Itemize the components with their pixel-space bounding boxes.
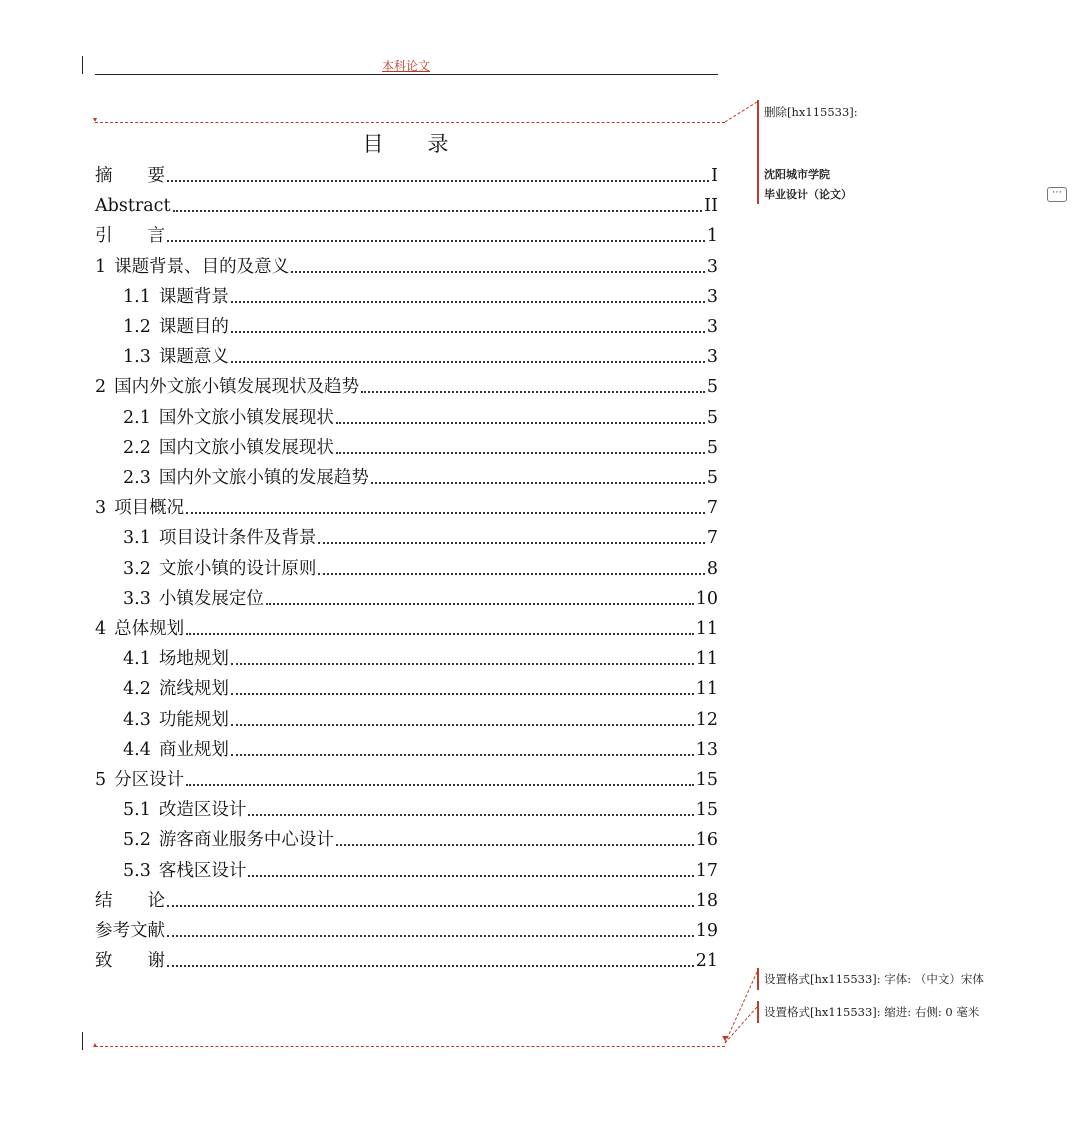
toc-entry-label <box>123 407 334 429</box>
toc-entry-number: 4.4 <box>123 739 151 760</box>
toc-entry-number: 5.1 <box>123 800 151 821</box>
toc-entry-text: 功能规划 <box>158 709 229 730</box>
toc-page-number: 15 <box>695 770 718 790</box>
toc-entry-text: 国外文旅小镇发展现状 <box>158 407 334 428</box>
toc-leader-dots <box>167 240 705 242</box>
toc-entry-text: 致 谢 <box>95 951 165 972</box>
toc-leader-dots <box>231 724 694 726</box>
toc-entry-text: 课题背景、目的及意义 <box>114 256 290 277</box>
toc-entry-text: 游客商业服务中心设计 <box>158 830 334 851</box>
toc-entry[interactable] <box>123 527 718 549</box>
toc-entry-number: 1.1 <box>123 286 151 307</box>
toc-entry-number: 2.1 <box>123 407 151 428</box>
toc-page-number: 3 <box>706 256 718 277</box>
toc-page-number: 19 <box>695 921 718 941</box>
toc-entry-label <box>95 920 165 942</box>
toc-page-number: 17 <box>695 860 718 881</box>
toc-entry[interactable] <box>123 407 718 429</box>
toc-entry-number: 3.2 <box>123 558 151 579</box>
toc-page-number: 5 <box>706 468 718 488</box>
toc-entry-label <box>123 316 229 338</box>
toc-entry[interactable] <box>123 829 718 851</box>
toc-leader-dots <box>231 301 705 303</box>
toc-leader-dots <box>231 693 694 695</box>
toc-leader-dots <box>231 663 694 665</box>
toc-entry-text: 分区设计 <box>114 770 185 790</box>
toc-entry-number: 1.3 <box>123 347 151 368</box>
toc-entry-number: 4.3 <box>123 709 151 730</box>
toc-entry-number: 2.3 <box>123 468 151 488</box>
format-comment-font[interactable]: 设置格式[hx115533]: 字体: （中文）宋体 <box>764 972 984 986</box>
toc-page-number: 15 <box>695 800 718 821</box>
toc-entry-label <box>123 648 229 670</box>
toc-entry-label <box>95 769 184 791</box>
toc-entry-label <box>123 739 229 761</box>
toc-entry[interactable] <box>123 437 718 459</box>
toc-page-number: 11 <box>695 679 718 700</box>
toc-entry[interactable] <box>95 195 718 217</box>
toc-entry-text: 国内外文旅小镇的发展趋势 <box>158 468 369 488</box>
toc-entry[interactable] <box>123 799 718 821</box>
toc-page-number: 11 <box>695 649 718 670</box>
revision-dashed-line-bottom <box>95 1046 725 1047</box>
toc-entry-text: 参考文献 <box>95 921 165 941</box>
toc-leader-dots <box>186 633 694 635</box>
toc-entry[interactable] <box>123 860 718 882</box>
toc-entry-number: 3 <box>95 498 107 519</box>
toc-entry-number: 3.3 <box>123 588 151 609</box>
toc-entry[interactable] <box>123 739 718 761</box>
toc-entry-label <box>95 195 171 217</box>
toc-entry-number: 5.2 <box>123 830 151 851</box>
toc-page-number: 5 <box>706 407 718 428</box>
left-margin-marker-top <box>82 56 83 74</box>
comment-bar-format1 <box>757 968 759 990</box>
toc-entry[interactable] <box>95 618 718 640</box>
toc-page-number: I <box>711 166 718 186</box>
toc-entry-label <box>95 890 165 912</box>
toc-entry-label <box>123 437 334 459</box>
toc-entry[interactable] <box>95 256 718 278</box>
toc-entry[interactable] <box>95 890 718 912</box>
toc-entry-number: 5.3 <box>123 860 151 881</box>
toc-entry-number: 4 <box>95 619 107 639</box>
toc-entry-label <box>123 346 229 368</box>
toc-entry-text: 项目概况 <box>114 498 185 519</box>
toc-entry[interactable] <box>123 709 718 731</box>
toc-page-number: 13 <box>695 739 718 760</box>
toc-entry-text: 改造区设计 <box>158 800 247 821</box>
toc-entry-text: 场地规划 <box>158 649 229 670</box>
toc-entry-number: 5 <box>95 770 107 790</box>
toc-leader-dots <box>336 452 705 454</box>
toc-entry-text: 国内文旅小镇发展现状 <box>158 437 334 458</box>
toc-leader-dots <box>173 210 703 212</box>
toc-leader-dots <box>231 361 705 363</box>
toc-page-number: 5 <box>706 437 718 458</box>
more-options-icon[interactable]: ⋯ <box>1047 187 1067 202</box>
toc-leader-dots <box>318 573 705 575</box>
toc-title-char-1: 目 <box>362 132 386 156</box>
toc-leader-dots <box>167 905 694 907</box>
toc-entry-label <box>95 497 184 519</box>
toc-entry-text: 课题意义 <box>158 347 229 368</box>
toc-leader-dots <box>167 180 709 182</box>
toc-page-number: 18 <box>695 890 718 911</box>
toc-leader-dots <box>291 271 705 273</box>
toc-entry-label <box>95 950 165 972</box>
toc-entry-label <box>123 799 246 821</box>
toc-entry-label <box>123 558 316 580</box>
toc-entry-text: 商业规划 <box>158 739 229 760</box>
toc-entry-label <box>95 376 359 398</box>
toc-leader-dots <box>266 603 694 605</box>
toc-entry-label <box>95 256 289 278</box>
revision-dashed-line-top <box>95 122 725 123</box>
toc-entry-text: 客栈区设计 <box>158 860 247 881</box>
toc-entry-number: 1.2 <box>123 317 151 337</box>
toc-entry-text: 总体规划 <box>114 619 185 639</box>
toc-entry[interactable] <box>95 225 718 247</box>
connector-top <box>725 102 757 122</box>
deletion-comment-label[interactable]: 删除[hx115533]: <box>764 105 858 119</box>
comment-bar-format2 <box>757 1001 759 1023</box>
toc-page-number: II <box>704 196 718 217</box>
toc-page-number: 3 <box>706 347 718 368</box>
toc-leader-dots <box>231 331 705 333</box>
anchor-marker-bottom-right <box>722 1036 728 1041</box>
toc-leader-dots <box>336 422 705 424</box>
toc-entry-text: 文旅小镇的设计原则 <box>158 558 317 579</box>
toc-entry-text: Abstract <box>95 196 171 217</box>
toc-entry-label <box>123 709 229 731</box>
toc-entry[interactable] <box>123 648 718 670</box>
toc-entry[interactable] <box>123 467 718 489</box>
deletion-comment-line-1: 沈阳城市学院 <box>764 168 830 181</box>
toc-page-number: 11 <box>695 619 718 639</box>
toc-entry-text: 引 言 <box>95 226 165 247</box>
toc-page-number: 12 <box>695 709 718 730</box>
toc-entry-label <box>123 588 264 610</box>
toc-entry[interactable] <box>123 346 718 368</box>
toc-leader-dots <box>167 965 694 967</box>
toc-entry[interactable] <box>123 678 718 700</box>
toc-page-number: 8 <box>706 558 718 579</box>
toc-page-number: 5 <box>706 377 718 398</box>
toc-leader-dots <box>371 482 705 484</box>
toc-leader-dots <box>186 784 694 786</box>
deletion-comment-line-2: 毕业设计（论文） <box>764 188 852 201</box>
toc-page-number: 10 <box>695 588 718 609</box>
toc-page-number: 3 <box>706 286 718 307</box>
toc-title-char-2: 录 <box>427 132 451 156</box>
toc-page-number: 3 <box>706 317 718 337</box>
left-margin-marker-bottom <box>82 1032 83 1050</box>
toc-title <box>0 128 813 158</box>
toc-entry[interactable] <box>95 165 718 187</box>
toc-entry-text: 课题背景 <box>158 286 229 307</box>
toc-leader-dots <box>186 512 705 514</box>
toc-entry[interactable] <box>95 769 718 791</box>
toc-leader-dots <box>336 844 694 846</box>
toc-entry[interactable] <box>95 920 718 942</box>
toc-leader-dots <box>248 814 693 816</box>
toc-entry-label <box>123 678 229 700</box>
toc-entry-label <box>123 829 334 851</box>
comment-bar-deletion <box>757 100 759 204</box>
toc-page-number: 7 <box>706 528 718 549</box>
toc-entry[interactable] <box>95 950 718 972</box>
toc-leader-dots <box>248 875 693 877</box>
toc-leader-dots <box>318 542 705 544</box>
toc-leader-dots <box>167 935 694 937</box>
header-title[interactable]: 本科论文 <box>382 59 431 73</box>
toc-entry-text: 摘 要 <box>95 166 165 186</box>
toc-entry-label <box>95 618 184 640</box>
toc-entry-number: 4.2 <box>123 679 151 700</box>
toc-page-number: 21 <box>695 951 718 972</box>
toc-entry-label <box>95 165 165 187</box>
toc-page-number: 16 <box>695 830 718 851</box>
toc-entry-number: 2.2 <box>123 437 151 458</box>
toc-entry-number: 2 <box>95 377 107 398</box>
toc-entry-text: 项目设计条件及背景 <box>158 528 317 549</box>
toc-entry-text: 小镇发展定位 <box>158 588 264 609</box>
toc-entry-label <box>123 467 369 489</box>
toc-entry[interactable] <box>123 558 718 580</box>
connector-format2 <box>725 1007 757 1043</box>
toc-entry-label <box>123 860 246 882</box>
toc-entry-number: 1 <box>95 256 107 277</box>
toc-entry-text: 结 论 <box>95 890 165 911</box>
toc-page-number: 1 <box>706 226 718 247</box>
toc-entry-text: 流线规划 <box>158 679 229 700</box>
header-rule <box>95 74 718 75</box>
toc-entry-text: 课题目的 <box>158 317 229 337</box>
toc-entry-label <box>95 225 165 247</box>
toc-entry[interactable] <box>123 588 718 610</box>
toc-entry-number: 3.1 <box>123 528 151 549</box>
toc-entry-label <box>123 527 316 549</box>
toc-leader-dots <box>231 754 694 756</box>
toc-entry[interactable] <box>123 286 718 308</box>
toc-entry-text: 国内外文旅小镇发展现状及趋势 <box>114 377 360 398</box>
toc-leader-dots <box>361 391 705 393</box>
connector-format1 <box>725 972 757 1043</box>
toc-entry[interactable] <box>95 497 718 519</box>
toc-page-number: 7 <box>706 498 718 519</box>
toc-entry-label <box>123 286 229 308</box>
format-comment-indent[interactable]: 设置格式[hx115533]: 缩进: 右侧: 0 毫米 <box>764 1005 980 1019</box>
toc-entry[interactable] <box>95 376 718 398</box>
toc-entry-number: 4.1 <box>123 649 151 670</box>
toc-entry[interactable] <box>123 316 718 338</box>
